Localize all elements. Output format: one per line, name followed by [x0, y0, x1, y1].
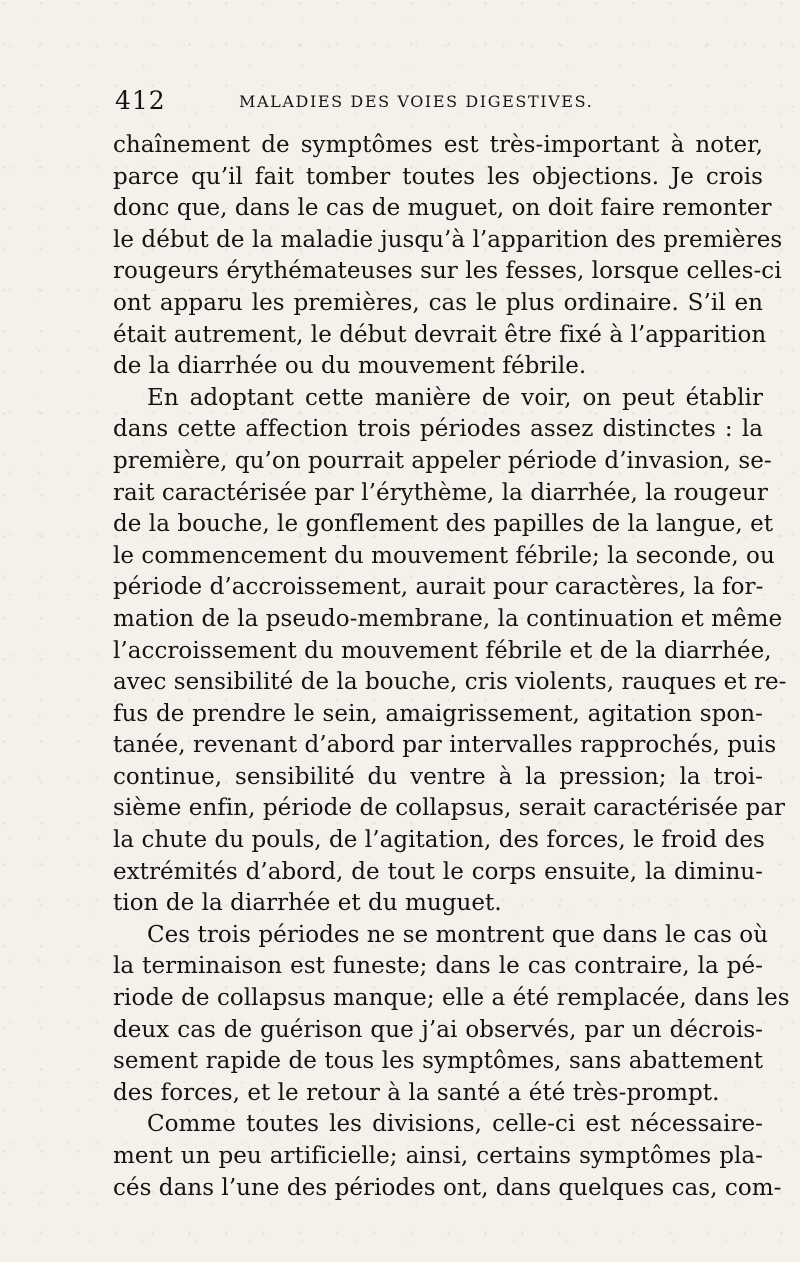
text-line: mation de la pseudo-membrane, la continuation et même: [113, 605, 783, 632]
text-line: avec sensibilité de la bouche, cris violents, rauques et re-: [113, 669, 787, 696]
text-line: était autrement, le début devrait être fixé à l’apparition: [113, 321, 767, 348]
text-line: Comme toutes les divisions, celle-ci est nécessaire-: [147, 1111, 763, 1138]
text-line: la terminaison est funeste; dans le cas contraire, la pé-: [113, 953, 763, 980]
text-line: rait caractérisée par l’érythème, la diarrhée, la rougeur: [113, 479, 768, 506]
page-number: 412: [115, 86, 166, 115]
text-line: de la bouche, le gonflement des papilles de la langue, et: [113, 511, 774, 538]
text-line: extrémités d’abord, de tout le corps ensuite, la diminu-: [113, 858, 763, 885]
text-line: ont apparu les premières, cas le plus ordinaire. S’il en: [113, 289, 763, 316]
text-line: sement rapide de tous les symptômes, sans abattement: [113, 1048, 763, 1075]
text-line: première, qu’on pourrait appeler période d’invasion, se-: [113, 447, 772, 474]
text-line: dans cette affection trois périodes assez distinctes : la: [113, 416, 763, 443]
text-line: fus de prendre le sein, amaigrissement, agitation spon-: [113, 700, 763, 727]
text-line: tanée, revenant d’abord par intervalles rapprochés, puis: [113, 732, 777, 759]
text-line: chaînement de symptômes est très-important à noter,: [113, 132, 763, 158]
text-line: de la diarrhée ou du mouvement fébrile.: [113, 353, 587, 380]
text-line: riode de collapsus manque; elle a été remplacée, dans les: [113, 985, 790, 1012]
text-line: période d’accroissement, aurait pour caractères, la for-: [113, 574, 764, 601]
text-line: des forces, et le retour à la santé a été très-prompt.: [113, 1079, 720, 1106]
text-line: En adoptant cette manière de voir, on peut établir: [147, 384, 763, 411]
text-line: rougeurs érythémateuses sur les fesses, lorsque celles-ci: [113, 258, 782, 285]
text-line: le début de la maladie jusqu’à l’apparition des premières: [113, 226, 783, 253]
text-line: ment un peu artificielle; ainsi, certains symptômes pla-: [113, 1143, 763, 1169]
text-line: l’accroissement du mouvement fébrile et de la diarrhée,: [113, 637, 772, 664]
page-header: [115, 86, 635, 122]
text-line: deux cas de guérison que j’ai observés, par un décrois-: [113, 1016, 763, 1043]
text-line: la chute du pouls, de l’agitation, des forces, le froid des: [113, 827, 765, 854]
text-line: Ces trois périodes ne se montrent que dans le cas où: [147, 921, 769, 948]
text-line: cés dans l’une des périodes ont, dans quelques cas, com-: [113, 1174, 782, 1201]
text-line: donc que, dans le cas de muguet, on doit faire remonter: [113, 195, 772, 222]
text-line: continue, sensibilité du ventre à la pression; la troi-: [113, 763, 763, 790]
body-text: [113, 130, 790, 1204]
text-line: sième enfin, période de collapsus, serait caractérisée par: [113, 795, 786, 822]
running-title: MALADIES DES VOIES DIGESTIVES.: [239, 92, 594, 111]
text-line: tion de la diarrhée et du muguet.: [113, 890, 502, 917]
text-line: le commencement du mouvement fébrile; la seconde, ou: [113, 542, 775, 569]
text-line: parce qu’il fait tomber toutes les objections. Je crois: [113, 163, 763, 190]
